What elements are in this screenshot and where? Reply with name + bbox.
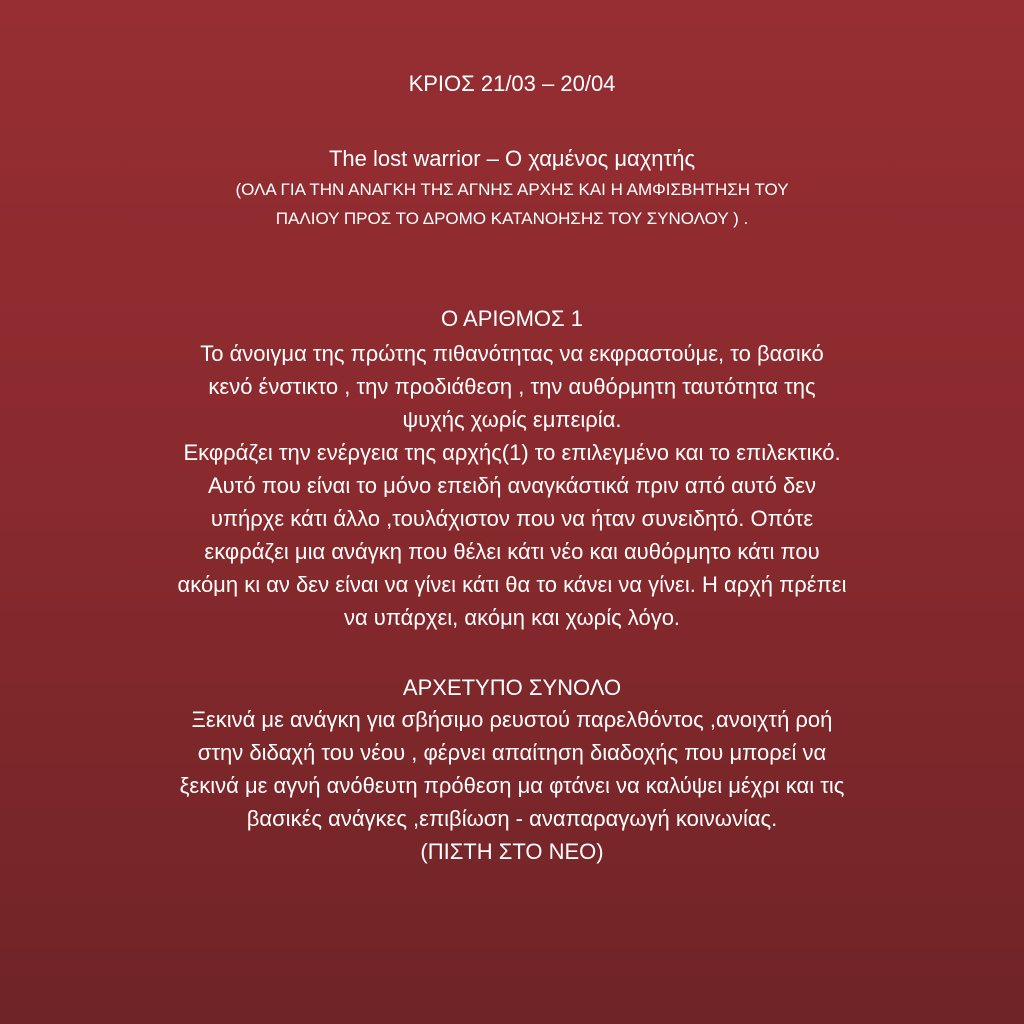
paragraph-line: κενό ένστικτο , την προδιάθεση , την αυθόρμητη ταυτότητα της [208, 374, 816, 399]
paragraph-line: ακόμη κι αν δεν είναι να γίνει κάτι θα το κάνει να γίνει. Η αρχή πρέπει [177, 572, 847, 597]
subtitle-description-line: (ΟΛΑ ΓΙΑ ΤΗΝ ΑΝΑΓΚΗ ΤΗΣ ΑΓΝΗΣ ΑΡΧΗΣ ΚΑΙ Η ΑΜΦΙΣΒΗΤΗΣΗ ΤΟΥ [235, 180, 789, 199]
paragraph-line: να υπάρχει, ακόμη και χωρίς λόγο. [343, 605, 681, 630]
paragraph-line: ψυχής χωρίς εμπειρία. [402, 407, 622, 432]
paragraph-line: εκφράζει μια ανάγκη που θέλει κάτι νέο και αυθόρμητο κάτι που [204, 539, 820, 564]
paragraph-line: (ΠΙΣΤΗ ΣΤΟ ΝΕΟ) [420, 839, 604, 864]
paragraph-line: στην διδαχή του νέου , φέρνει απαίτηση διαδοχής που μπορεί να [197, 740, 827, 765]
page-title: ΚΡΙΟΣ 21/03 – 20/04 [408, 71, 616, 96]
paragraph-line: βασικές ανάγκες ,επιβίωση - αναπαραγωγή κοινωνίας. [246, 806, 778, 831]
section-heading-number: Ο ΑΡΙΘΜΟΣ 1 [441, 306, 583, 331]
section-heading-archetype: ΑΡΧΕΤΥΠΟ ΣΥΝΟΛΟ [402, 675, 622, 700]
paragraph-line: Αυτό που είναι το μόνο επειδή αναγκάστικά πριν από αυτό δεν [207, 473, 817, 498]
paragraph-line: ξεκινά με αγνή ανόθευτη πρόθεση μα φτάνει να καλύψει μέχρι και τις [179, 773, 845, 798]
paragraph-line: υπήρχε κάτι άλλο ,τουλάχιστον που να ήταν συνειδητό. Οπότε [210, 506, 814, 531]
paragraph-line: Ξεκινά με ανάγκη για σβήσιμο ρευστού παρελθόντος ,ανοιχτή ροή [191, 707, 833, 732]
page-subtitle: The lost warrior – Ο χαμένος μαχητής [328, 146, 696, 171]
paragraph-line: Το άνοιγμα της πρώτης πιθανότητας να εκφραστούμε, το βασικό [200, 341, 824, 366]
subtitle-description-line: ΠΑΛΙΟΥ ΠΡΟΣ ΤΟ ΔΡΟΜΟ ΚΑΤΑΝΟΗΣΗΣ ΤΟΥ ΣΥΝΟΛΟΥ ) . [275, 209, 749, 228]
paragraph-line: Εκφράζει την ενέργεια της αρχής(1) το επιλεγμένο και το επιλεκτικό. [183, 440, 841, 465]
